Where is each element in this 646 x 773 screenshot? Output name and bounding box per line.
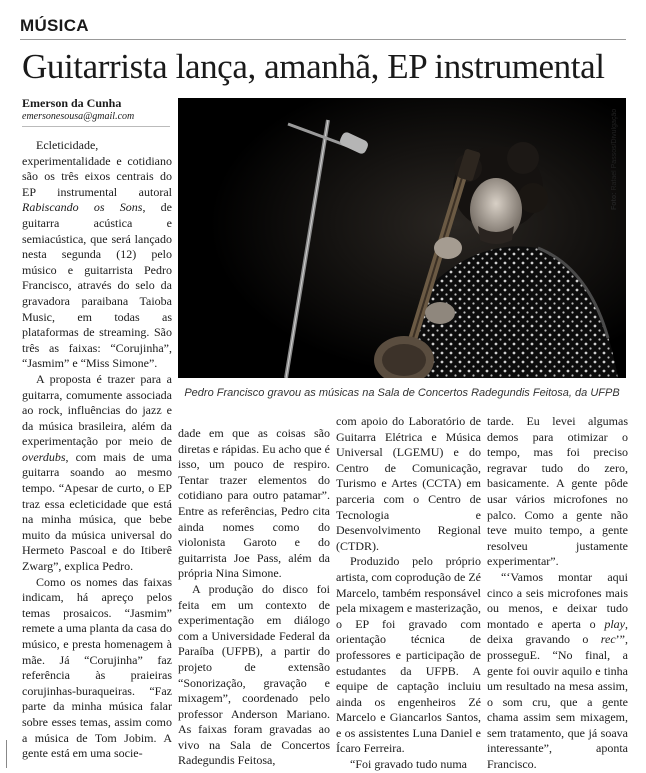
photo-caption: Pedro Francisco gravou as músicas na Sala de Concertos Radegundis Feitosa, da UFPB (184, 387, 620, 399)
photo-credit-name: Rafael Passos/Divulgação (611, 108, 618, 191)
article-column-3 (336, 414, 481, 773)
ep-title: Rabiscando os Sons (22, 200, 143, 215)
article-photo (178, 98, 626, 378)
paragraph: com apoio do Laboratório de Guitarra Elétrica e Música Universal (LGEMU) e do Centro de Comunicação, Turismo e Artes (CCTA) em parceria com o Centro de Tecnologia e Desenvolvimento Regional (CTDR). (336, 414, 481, 553)
headline: Guitarrista lança, amanhã, EP instrumental (22, 47, 605, 86)
photo-credit-label: Foto: (611, 192, 618, 210)
guitarist-photo-illustration (178, 98, 626, 378)
paragraph: Como os nomes das faixas indicam, há apreço pelos temas prosaicos. “Jasmim” remete a uma planta da casa do músico, e presta homenagem à mãe. Já “Corujinha” faz referência às praieiras corujinhas-buraqueiras. “Faz parte da minha música falar sobre esses temas, assim como a música de Tom Jobim. A gente está em uma socie- (22, 574, 172, 761)
byline-divider (22, 126, 170, 127)
paragraph: Ecleticidade, experimentalidade e cotidiano são os três eixos centrais do EP instrumental autoral Rabiscando os Sons, de guitarra acústica e semiacústica, que será lançado nesta segunda (12) pelo músico e guitarrista Pedro Francisco, através do selo da gravadora paraibana Taioba Music, em todas as plataformas de streaming. São três as faixas: “Corujinha”, “Jasmim” e “Miss Simone”. (22, 138, 173, 371)
paragraph: tarde. Eu levei algumas demos para otimizar o tempo, mas foi preciso regravar tudo do zero, basicamente. A gente pôde usar vários microfones no palco. Como a gente não teve muito tempo, a gente resolveu justamente experimentar”. (487, 414, 628, 569)
paragraph: A produção do disco foi feita em um contexto de experimentação em diálogo com a Universidade Federal da Paraíba (UFPB), a partir do projeto de extensão “Sonorização, gravação e mixagem”, coordenado pelo professor Anderson Mariano. As faixas foram gravadas ao vivo na Sala de Concertos Radegundis Feitosa, (178, 581, 330, 768)
author-email[interactable]: emersonesousa@gmail.com (22, 111, 135, 122)
paragraph: “Foi gravado tudo numa (350, 757, 467, 772)
article-column-1 (22, 138, 172, 762)
author-name: Emerson da Cunha (22, 96, 122, 110)
paragraph: Produzido pelo próprio artista, com coprodução de Zé Marcelo, também responsável pela mixagem e masterização, o EP foi gravado com orientação técnica de professores e participação de estudantes da UFPB. A equipe de captação incluiu ainda os engenheiros Zé Marcelo e Giancarlos Santos, e os assistentes Luna Daniel e Ícaro Ferreira. (336, 554, 481, 756)
paragraph: “‘Vamos montar aqui cinco a seis microfones mais ou menos, e deixar tudo montado e aperta o play, deixa gravando o rec’”, prosseguE. “No final, a gente foi ouvir aquilo e tinha um resultado na mesa assim, o som cru, que a gente chama assim sem mixagem, sem tratamento, que já soava interessante”, aponta Francisco. (487, 569, 628, 772)
paragraph: A proposta é trazer para a guitarra, comumente associada ao rock, influências do jazz e da música brasileira, além da experimentação por meio de overdubs, com mais de uma guitarra soando ao mesmo tempo. “Apesar de curto, o EP traz essa ecleticidade que está na minha música, que bebe muito da música universal do Hermeto Pascoal e do Itiberê Zwarg”, explica Pedro. (22, 371, 172, 574)
photo-credit (611, 100, 625, 210)
play-term: play (604, 616, 625, 631)
byline (22, 96, 182, 123)
paragraph: dade em que as coisas são diretas e rápidas. Eu acho que é isso, um pouco de respiro. Tentar trazer elementos do cotidiano para outro patamar”. Entre as referências, Pedro cita ainda nomes como do violonista Garoto e do guitarrista Joe Pass, além da própria Nina Simone. (178, 426, 330, 581)
article-column-4 (487, 414, 628, 773)
section-label: MÚSICA (20, 15, 626, 40)
page-corner-mark (6, 740, 17, 768)
article-column-2 (178, 426, 330, 769)
overdubs-term: overdubs (22, 449, 66, 464)
rec-term: rec (600, 632, 616, 647)
